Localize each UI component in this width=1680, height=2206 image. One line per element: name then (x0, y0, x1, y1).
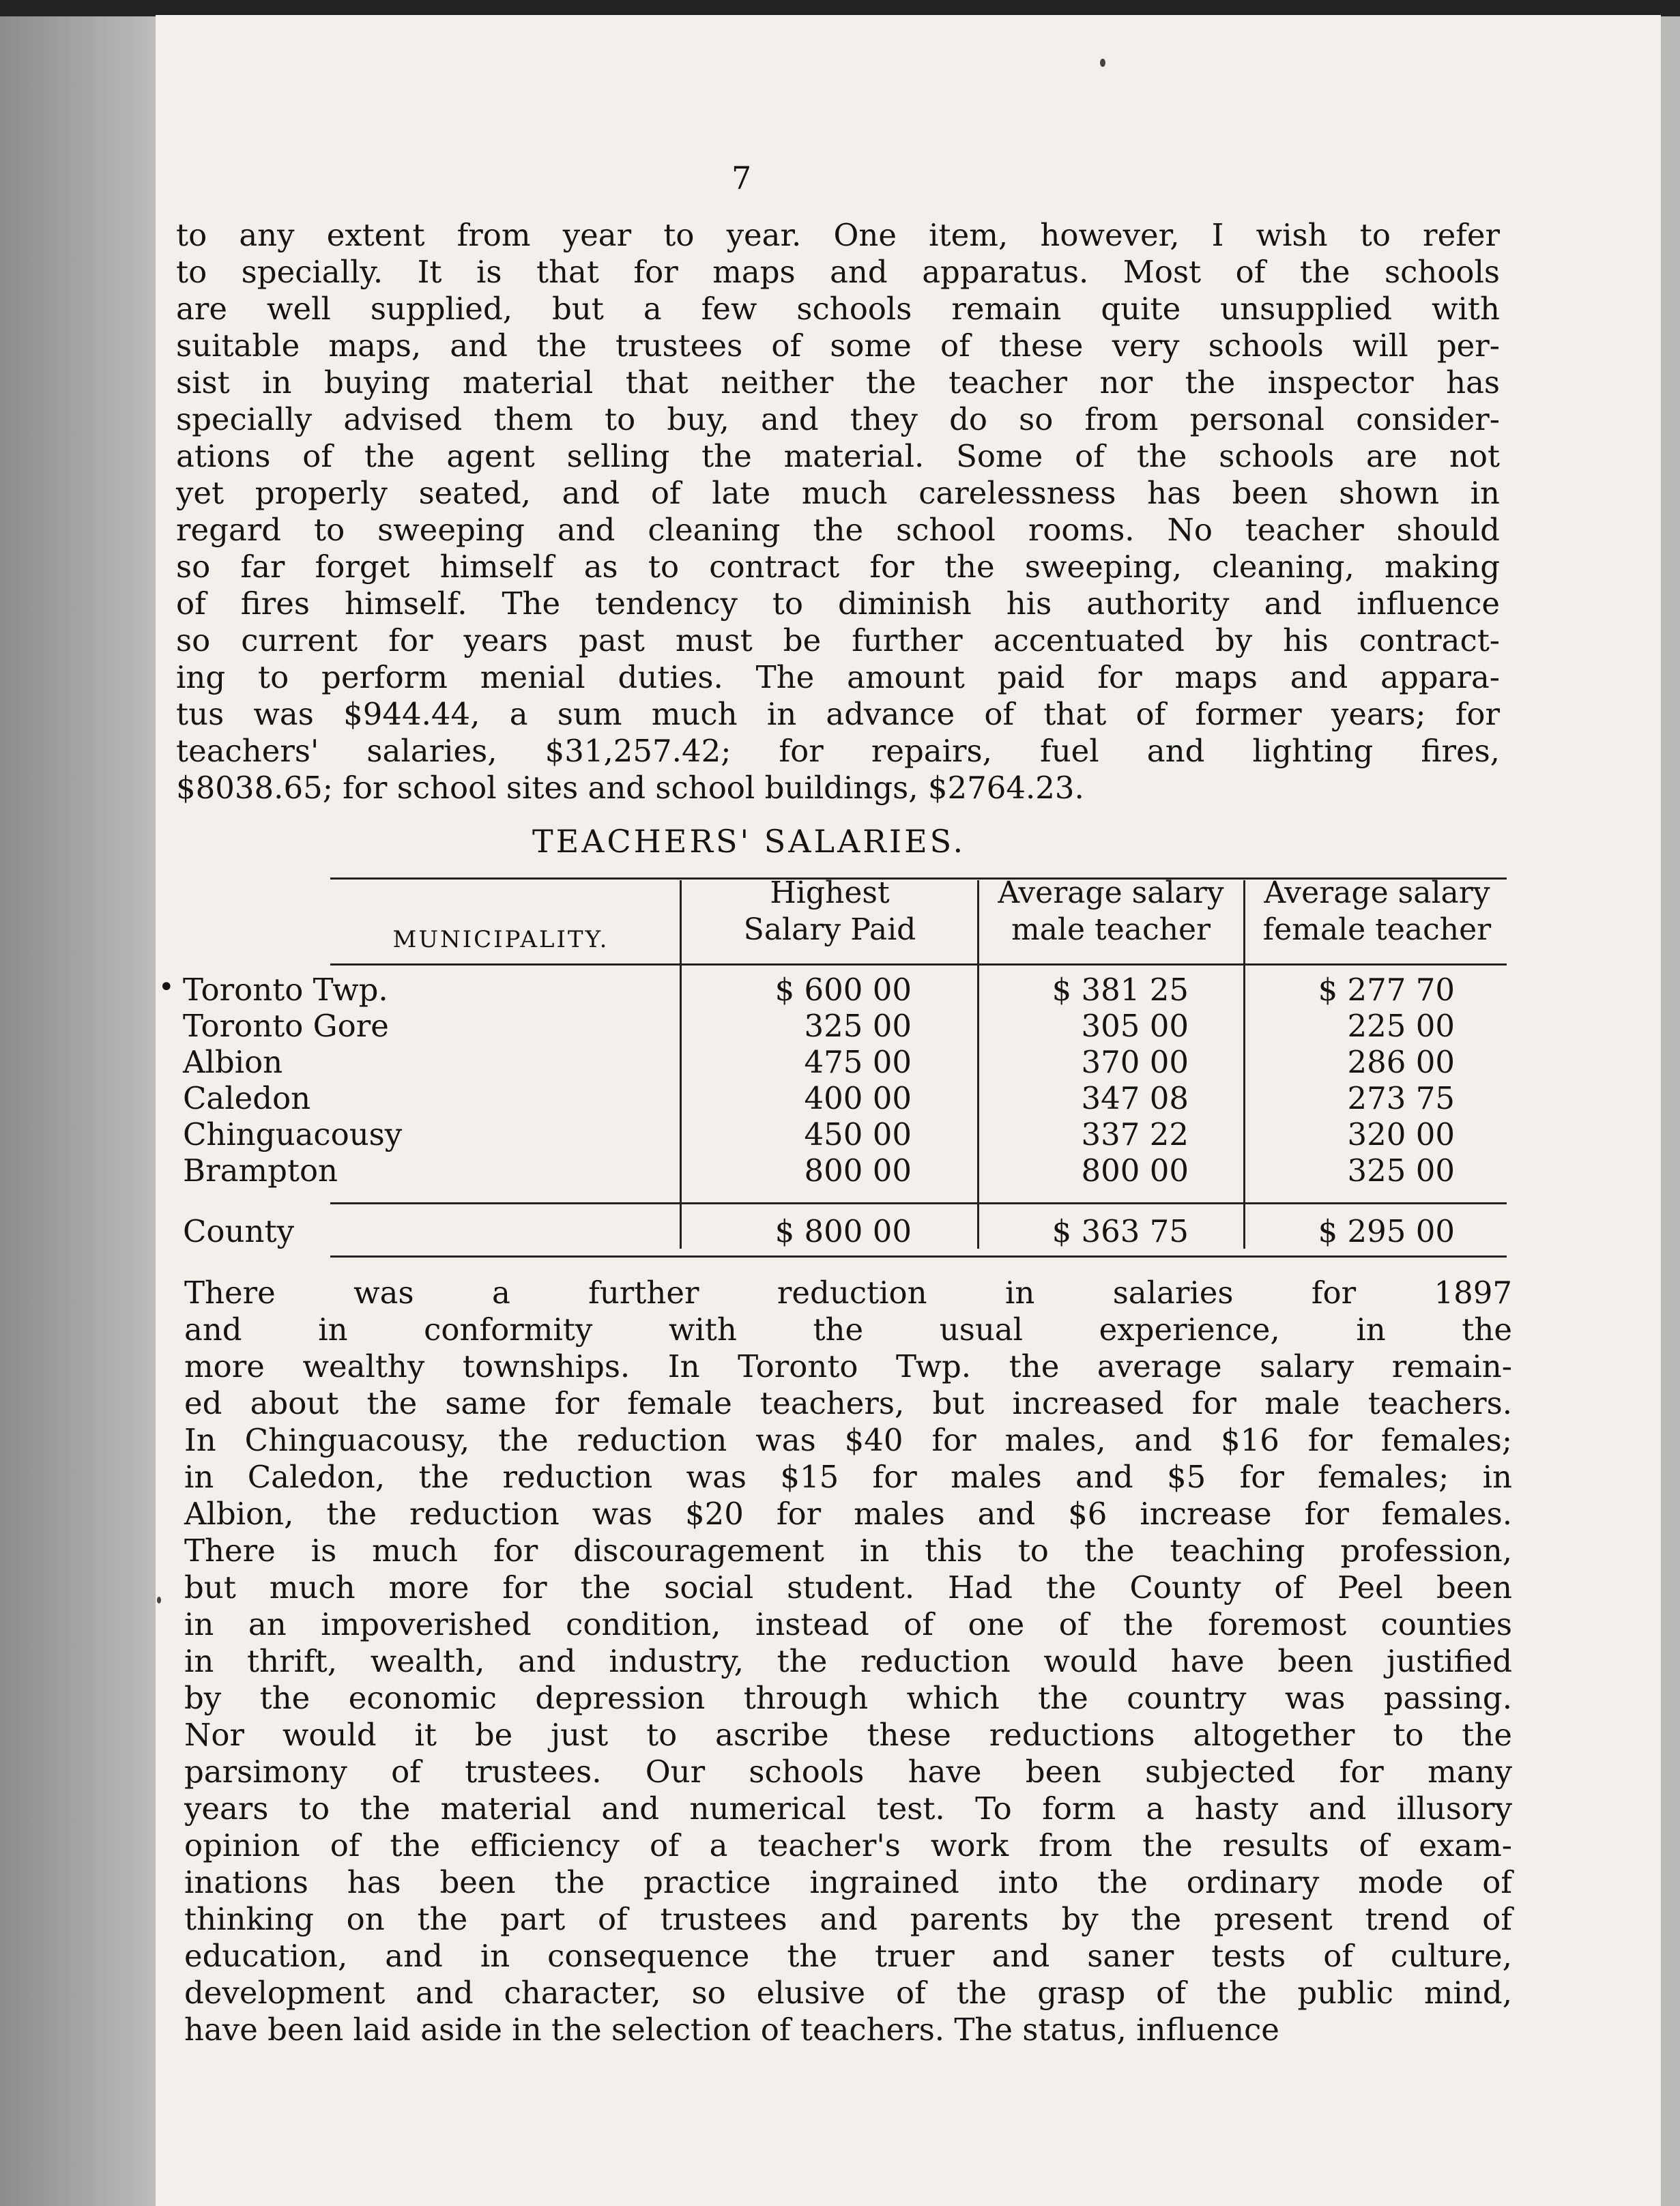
row-municipality: Chinguacousy (183, 1116, 403, 1152)
paragraph2-line: have been laid aside in the selection of teachers. The status, influence (184, 2012, 1279, 2048)
row-municipality: Toronto Twp. (183, 972, 388, 1008)
row-municipality: Brampton (183, 1152, 338, 1189)
page-number: 7 (732, 160, 752, 197)
paragraph1-line: so far forget himself as to contract for the sweeping, cleaning, making (176, 549, 1500, 585)
row-municipality: County (183, 1213, 294, 1249)
header-average-female (1246, 875, 1508, 948)
paragraph1-line: ing to perform menial duties. The amount paid for maps and appara- (176, 659, 1500, 695)
paragraph2-line: thinking on the part of trustees and parents by the present trend of (184, 1901, 1512, 1937)
paragraph2-line: In Chinguacousy, the reduction was $40 for males, and $16 for females; (184, 1422, 1512, 1458)
paragraph2-line: parsimony of trustees. Our schools have been subjected for many (184, 1754, 1512, 1790)
paragraph1-line: are well supplied, but a few schools remain quite unsupplied with (176, 291, 1500, 327)
paragraph1-line: to specially. It is that for maps and apparatus. Most of the schools (176, 254, 1500, 290)
paragraph2-line: development and character, so elusive of the grasp of the public mind, (184, 1975, 1512, 2011)
header-highest-salary (685, 875, 974, 948)
margin-bullet: • (158, 972, 175, 1003)
row-average-female: 273 75 (1347, 1080, 1455, 1116)
paragraph2-line: inations has been the practice ingrained into the ordinary mode of (184, 1864, 1512, 1900)
header-female-line1: Average salary (1264, 875, 1490, 910)
header-male-line1: Average salary (998, 875, 1224, 910)
paragraph2-line: Nor would it be just to ascribe these reductions altogether to the (184, 1717, 1512, 1753)
row-highest-salary: 475 00 (804, 1044, 912, 1080)
paragraph2-line: There is much for discouragement in this to the teaching profession, (184, 1533, 1512, 1569)
column-divider-1 (680, 880, 682, 1249)
paragraph1-line: yet properly seated, and of late much carelessness has been shown in (176, 475, 1500, 511)
row-average-female: 320 00 (1347, 1116, 1455, 1152)
row-average-male: 337 22 (1081, 1116, 1189, 1152)
row-average-male: 305 00 (1081, 1008, 1189, 1044)
row-highest-salary: 800 00 (804, 1152, 912, 1189)
row-municipality: Albion (183, 1044, 283, 1080)
paragraph-salary-reduction (184, 1275, 1512, 2048)
column-divider-2 (977, 880, 979, 1249)
table-bottom-rule (330, 1256, 1507, 1258)
paragraph1-line: of fires himself. The tendency to diminish his authority and influence (176, 585, 1500, 622)
row-average-male: 347 08 (1081, 1080, 1189, 1116)
paragraph1-line: $8038.65; for school sites and school buildings, $2764.23. (176, 770, 1084, 806)
paragraph2-line: in an impoverished condition, instead of one of the foremost counties (184, 1606, 1512, 1642)
paragraph2-line: education, and in consequence the truer and saner tests of culture, (184, 1938, 1512, 1974)
header-average-male (980, 875, 1242, 948)
scan-speck (157, 1597, 161, 1603)
paragraph2-line: by the economic depression through which the country was passing. (184, 1680, 1512, 1716)
scan-top-edge (0, 0, 1680, 16)
paragraph1-line: regard to sweeping and cleaning the school rooms. No teacher should (176, 512, 1500, 548)
row-highest-salary: 325 00 (804, 1008, 912, 1044)
paragraph1-line: teachers' salaries, $31,257.42; for repairs, fuel and lighting fires, (176, 733, 1500, 769)
row-highest-salary: $ 800 00 (774, 1213, 912, 1249)
table-title: TEACHERS' SALARIES. (532, 823, 966, 860)
header-highest-line2: Salary Paid (743, 912, 916, 947)
paragraph1-line: specially advised them to buy, and they do so from personal consider- (176, 401, 1500, 437)
paragraph1-line: sist in buying material that neither the teacher nor the inspector has (176, 364, 1500, 401)
paragraph1-line: to any extent from year to year. One item, however, I wish to refer (176, 217, 1500, 253)
header-female-line2: female teacher (1262, 912, 1492, 947)
row-average-male: 370 00 (1081, 1044, 1189, 1080)
row-average-male: 800 00 (1081, 1152, 1189, 1189)
paragraph1-line: ations of the agent selling the material. Some of the schools are not (176, 438, 1500, 474)
header-highest-line1: Highest (770, 875, 890, 910)
column-divider-3 (1243, 880, 1245, 1249)
header-municipality: MUNICIPALITY. (392, 926, 609, 953)
paragraph2-line: opinion of the efficiency of a teacher's work from the results of exam- (184, 1827, 1512, 1863)
row-average-male: $ 363 75 (1052, 1213, 1189, 1249)
paragraph2-line: ed about the same for female teachers, but increased for male teachers. (184, 1385, 1512, 1421)
paragraph2-line: in Caledon, the reduction was $15 for males and $5 for females; in (184, 1459, 1512, 1495)
paragraph1-line: tus was $944.44, a sum much in advance of that of former years; for (176, 696, 1500, 732)
paragraph2-line: years to the material and numerical test. To form a hasty and illusory (184, 1790, 1512, 1827)
paragraph2-line: more wealthy townships. In Toronto Twp. the average salary remain- (184, 1348, 1512, 1384)
row-municipality: Toronto Gore (183, 1008, 389, 1044)
paragraph1-line: so current for years past must be further accentuated by his contract- (176, 622, 1500, 658)
paragraph2-line: and in conformity with the usual experience, in the (184, 1311, 1512, 1348)
row-average-female: 325 00 (1347, 1152, 1455, 1189)
row-average-female: 286 00 (1347, 1044, 1455, 1080)
row-highest-salary: 400 00 (804, 1080, 912, 1116)
row-highest-salary: 450 00 (804, 1116, 912, 1152)
row-average-male: $ 381 25 (1052, 972, 1189, 1008)
scan-margin (0, 0, 156, 2206)
paragraph-maps-apparatus (176, 217, 1500, 807)
row-average-female: $ 277 70 (1318, 972, 1455, 1008)
row-average-female: $ 295 00 (1318, 1213, 1455, 1249)
paragraph1-line: suitable maps, and the trustees of some of these very schools will per- (176, 328, 1500, 364)
table-total-rule (330, 1202, 1507, 1204)
row-municipality: Caledon (183, 1080, 311, 1116)
table-header-rule (330, 963, 1507, 966)
paragraph2-line: but much more for the social student. Had the County of Peel been (184, 1569, 1512, 1606)
scan-speck (1100, 59, 1105, 67)
paragraph2-line: There was a further reduction in salaries for 1897 (184, 1275, 1512, 1311)
paragraph2-line: Albion, the reduction was $20 for males and $6 increase for females. (184, 1496, 1512, 1532)
header-male-line2: male teacher (1011, 912, 1211, 947)
row-average-female: 225 00 (1347, 1008, 1455, 1044)
paragraph2-line: in thrift, wealth, and industry, the reduction would have been justified (184, 1643, 1512, 1679)
row-highest-salary: $ 600 00 (774, 972, 912, 1008)
